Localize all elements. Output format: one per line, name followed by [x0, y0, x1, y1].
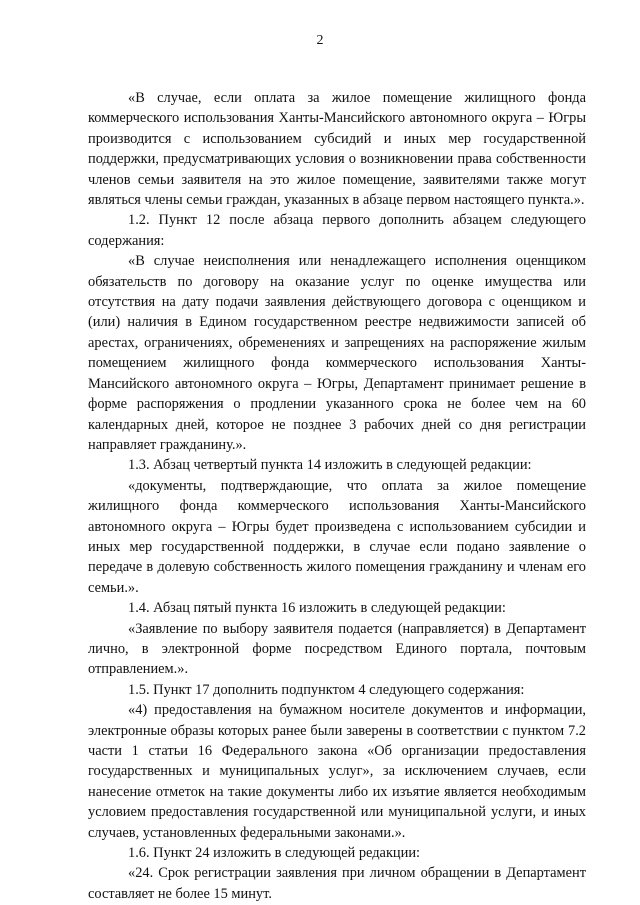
- paragraph-application-submission: «Заявление по выбору заявителя подается (направляется) в Департамент лично, в электронной форме посредством Единого портала, почтовым отправлением.».: [88, 620, 586, 678]
- paragraph-amend-item-12: 1.2. Пункт 12 после абзаца первого дополнить абзацем следующего содержания:: [88, 212, 586, 249]
- paragraph-appraiser-extension: «В случае неисполнения или ненадлежащего исполнения оценщиком обязательств по договору на оказание услуг по оценке имущества или отсутствия на дату подачи заявления действующего договора с оценщиком и (или) наличия в Едином государственном реестре недвижимости записей об арестах, ограничениях, обременениях и запрещениях на распоряжение жилым помещением жилищного фонда коммерческого использования Ханты-Мансийского автономного округа – Югры, Департамент принимает решение в форме распоряжения о продлении указанного срока не более чем на 60 календарных дней, которое не позднее 3 рабочих дней со дня регистрации направляет гражданину.».: [88, 253, 586, 453]
- paragraph-amend-item-17: 1.5. Пункт 17 дополнить подпунктом 4 следующего содержания:: [128, 681, 525, 698]
- paragraph-amend-item-24: 1.6. Пункт 24 изложить в следующей редакции:: [128, 845, 421, 862]
- paragraph-amend-item-14: 1.3. Абзац четвертый пункта 14 изложить в следующей редакции:: [128, 457, 532, 474]
- paragraph-registration-time: «24. Срок регистрации заявления при личном обращении в Департамент составляет не более 15 минут.: [88, 865, 586, 902]
- document-body: [88, 88, 586, 904]
- page-number: 2: [316, 33, 324, 48]
- paragraph-amend-item-16: 1.4. Абзац пятый пункта 16 изложить в следующей редакции:: [128, 600, 506, 617]
- paragraph-subsidy-documents: «документы, подтверждающие, что оплата за жилое помещение жилищного фонда коммерческого использования Ханты-Мансийского автономного округа – Югры будет произведена с использованием субсидии и иных мер государственной поддержки, в случае если подано заявление о передаче в долевую собственность жилого помещения гражданину и членам его семьи.».: [88, 477, 586, 596]
- paragraph-paper-documents: «4) предоставления на бумажном носителе документов и информации, электронные образы которых ранее были заверены в соответствии с пунктом 7.2 части 1 статьи 16 Федерального закона «Об организации предоставления государственных и муниципальных услуг», за исключением случаев, если нанесение отметок на такие документы либо их изъятие является необходимым условием предоставления государственной или муниципальной услуги, и иных случаев, установленных федеральными законами.».: [88, 702, 586, 841]
- paragraph-subsidy-family-members: «В случае, если оплата за жилое помещение жилищного фонда коммерческого использования Ханты-Мансийского автономного округа – Югры производится с использованием субсидий и иных мер государственной поддержки, предусматривающих условия о возникновении права собственности членов семьи заявителя на это жилое помещение, заявителями также могут являться члены семьи граждан, указанных в абзаце первом настоящего пункта.».: [88, 90, 586, 209]
